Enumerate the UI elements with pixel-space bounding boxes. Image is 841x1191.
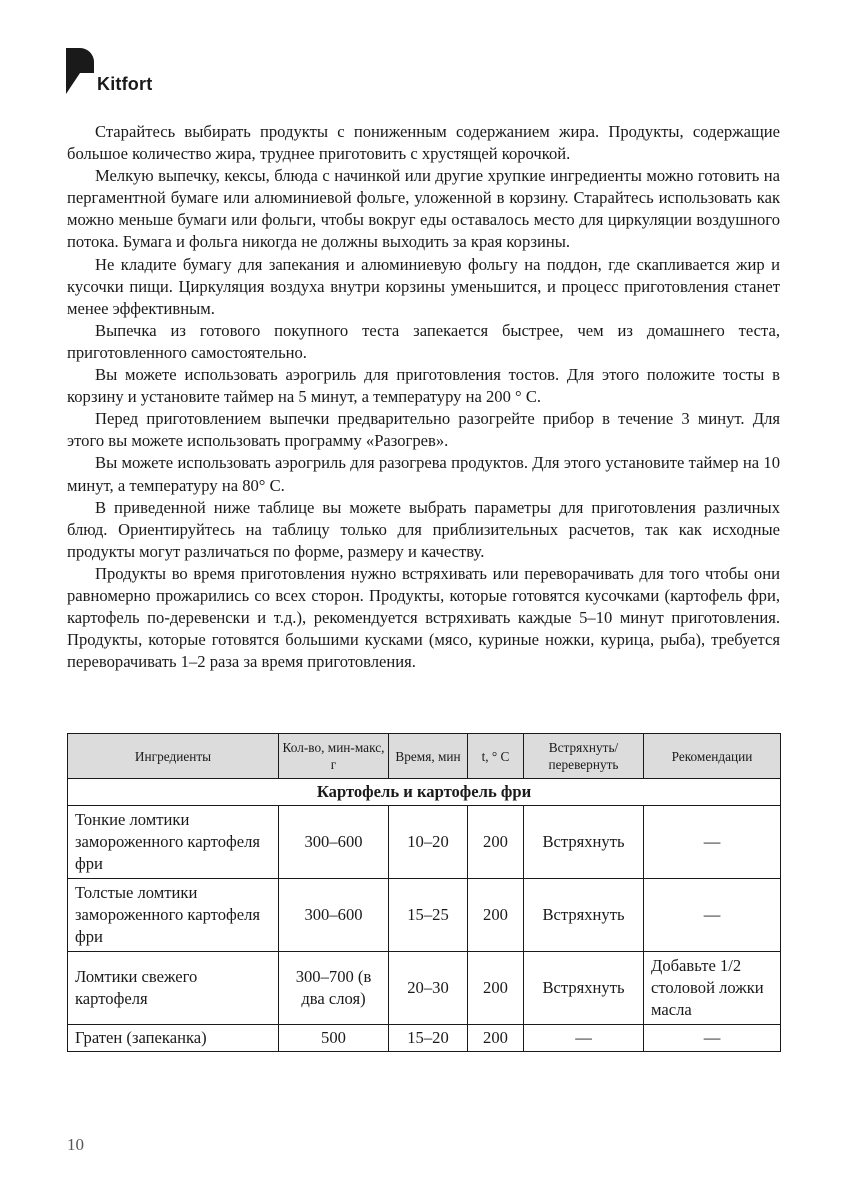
header-time: Время, мин <box>389 734 468 779</box>
cell-temperature: 200 <box>468 1025 524 1052</box>
paragraph-parchment-foil: Мелкую выпечку, кексы, блюда с начинкой или другие хрупкие ингредиенты можно готовить на пергаментной бумаге или алюминиевой фольге, уложенной в корзину. Старайтесь использовать как можно меньше бумаги или фольги, чтобы вокруг еды оставалось место для циркуляции воздушного потока. Бумага и фольга никогда не должны выходить за края корзины. <box>67 166 780 252</box>
cell-time: 15–25 <box>389 879 468 952</box>
cell-time: 10–20 <box>389 806 468 879</box>
cell-recommendation: — <box>644 879 781 952</box>
cooking-parameters-table <box>67 733 781 1052</box>
paragraph-ready-dough: Выпечка из готового покупного теста запекается быстрее, чем из домашнего теста, приготовленного самостоятельно. <box>67 320 780 362</box>
table-row <box>68 806 781 879</box>
cell-shake-flip: — <box>524 1025 644 1052</box>
paragraph-tray-warning: Не кладите бумагу для запекания и алюминиевую фольгу на поддон, где скапливается жир и кусочки пищи. Циркуляция воздуха внутри корзины уменьшится, и процесс приготовления станет менее эффективным. <box>67 254 780 318</box>
cell-recommendation: — <box>644 806 781 879</box>
cell-temperature: 200 <box>468 806 524 879</box>
table-header-row <box>68 734 781 779</box>
cell-quantity: 300–600 <box>279 806 389 879</box>
paragraph-reheat: Вы можете использовать аэрогриль для разогрева продуктов. Для этого установите таймер на 10 минут, а температуру на 80° С. <box>67 453 780 495</box>
header-temperature: t, ° С <box>468 734 524 779</box>
table-row <box>68 1025 781 1052</box>
paragraph-table-intro: В приведенной ниже таблице вы можете выбрать параметры для приготовления различных блюд. Ориентируйтесь на таблицу только для приблизительных расчетов, так как исходные продукты могут различаться по форме, размеру и качеству. <box>67 497 780 561</box>
table-row <box>68 952 781 1025</box>
cell-recommendation: Добавьте 1/2 столовой ложки масла <box>644 952 781 1025</box>
cell-temperature: 200 <box>468 879 524 952</box>
cell-ingredient: Тонкие ломтики замороженного картофеля фри <box>68 806 279 879</box>
instructions-text <box>67 121 780 673</box>
cell-time: 15–20 <box>389 1025 468 1052</box>
cell-ingredient: Ломтики свежего картофеля <box>68 952 279 1025</box>
paragraph-preheat: Перед приготовлением выпечки предварительно разогрейте прибор в течение 3 минут. Для этого вы можете использовать программу «Разогрев». <box>67 409 780 451</box>
cell-time: 20–30 <box>389 952 468 1025</box>
cell-recommendation: — <box>644 1025 781 1052</box>
cell-ingredient: Толстые ломтики замороженного картофеля фри <box>68 879 279 952</box>
paragraph-low-fat: Старайтесь выбирать продукты с пониженным содержанием жира. Продукты, содержащие большое количество жира, труднее приготовить с хрустящей корочкой. <box>67 122 780 164</box>
cell-temperature: 200 <box>468 952 524 1025</box>
header-recommendations: Рекомендации <box>644 734 781 779</box>
table-row <box>68 879 781 952</box>
cell-shake-flip: Встряхнуть <box>524 952 644 1025</box>
cell-quantity: 300–700 (в два слоя) <box>279 952 389 1025</box>
brand-name: Kitfort <box>97 74 153 94</box>
header-quantity: Кол-во, мин-макс, г <box>279 734 389 779</box>
paragraph-toasts: Вы можете использовать аэрогриль для приготовления тостов. Для этого положите тосты в корзину и установите таймер на 5 минут, а температуру на 200 ° С. <box>67 365 780 407</box>
kitfort-logo <box>66 48 176 96</box>
cell-ingredient: Гратен (запеканка) <box>68 1025 279 1052</box>
section-title: Картофель и картофель фри <box>68 779 781 806</box>
table-section-row <box>68 779 781 806</box>
cell-quantity: 500 <box>279 1025 389 1052</box>
header-ingredients: Ингредиенты <box>68 734 279 779</box>
page-number: 10 <box>67 1135 84 1154</box>
cell-shake-flip: Встряхнуть <box>524 806 644 879</box>
kitfort-logo-icon <box>66 48 94 94</box>
header-shake-flip: Встряхнуть/ перевернуть <box>524 734 644 779</box>
cell-shake-flip: Встряхнуть <box>524 879 644 952</box>
paragraph-shake-flip: Продукты во время приготовления нужно встряхивать или переворачивать для того чтобы они равномерно прожарились со всех сторон. Продукты, которые готовятся кусочками (картофель фри, картофель по-деревенски и т.д.), рекомендуется встряхивать каждые 5–10 минут приготовления. Продукты, которые готовятся большими кусками (мясо, куриные ножки, курица, рыба), требуется переворачивать 1–2 раза за время приготовления. <box>67 563 780 672</box>
cell-quantity: 300–600 <box>279 879 389 952</box>
